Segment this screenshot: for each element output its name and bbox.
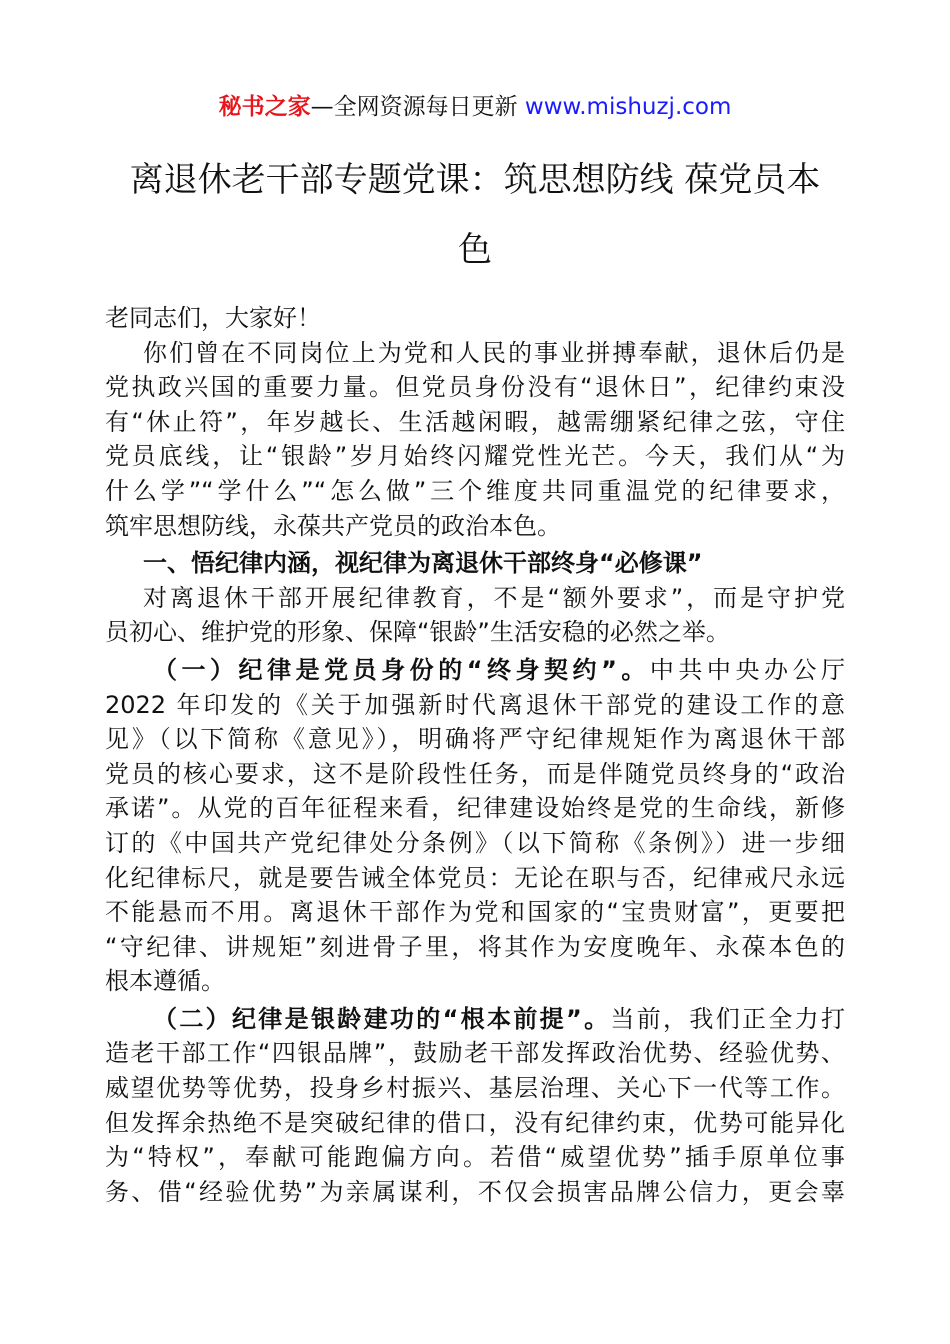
subsection-1 [105,653,845,999]
greeting: 老同志们，大家好！ [105,304,321,332]
text-line: 根本遵循。 [105,967,225,996]
text-span: 中共中央办公厅 [649,655,846,684]
text-line: 为“特权”，奉献可能跑偏方向。若借“威望优势”插手原单位事 [105,1143,845,1172]
section-heading: 一、悟纪律内涵，视纪律为离退休干部终身“必修课” [143,549,703,578]
text-line [105,653,845,688]
text-line: 不能悬而不用。离退休干部作为党和国家的“宝贵财富”，更要把 [105,898,845,927]
text-line: 党员的核心要求，这不是阶段性任务，而是伴随党员终身的“政治 [105,759,845,788]
site-url-link[interactable]: www.mishuzj.com [524,94,732,120]
text-line [105,1002,845,1037]
text-line: 筑牢思想防线，永葆共产党员的政治本色。 [105,511,561,540]
text-line: 2022 年印发的《关于加强新时代离退休干部党的建设工作的意 [105,690,845,719]
text-line: 造老干部工作“四银品牌”，鼓励老干部发挥政治优势、经验优势、 [105,1039,845,1068]
text-line: 承诺”。从党的百年征程来看，纪律建设始终是党的生命线，新修 [105,794,845,823]
site-banner [0,88,950,121]
text-line: 务、借“经验优势”为亲属谋利，不仅会损害品牌公信力，更会辜 [105,1177,845,1206]
intro-paragraph [105,336,845,544]
text-line: 党执政兴国的重要力量。但党员身份没有“退休日”，纪律约束没 [105,373,845,402]
text-line: 党员底线，让“银龄”岁月始终闪耀党性光芒。今天，我们从“为 [105,442,845,471]
text-line: 对离退休干部开展纪律教育，不是“额外要求”，而是守护党 [143,583,845,612]
brand-name: 秘书之家 [218,94,311,120]
text-line: 员初心、维护党的形象、保障“银龄”生活安稳的必然之举。 [105,618,730,647]
text-line: 见》（以下简称《意见》），明确将严守纪律规矩作为离退休干部 [105,725,845,754]
document-body [105,301,845,1209]
subsection-2 [105,1002,845,1210]
text-line: 但发挥余热绝不是突破纪律的借口，没有纪律约束，优势可能异化 [105,1108,845,1137]
text-line: 化纪律标尺，就是要告诫全体党员：无论在职与否，纪律戒尺永远 [105,863,845,892]
text-line: 你们曾在不同岗位上为党和人民的事业拼搏奉献，退休后仍是 [143,338,845,367]
text-line: 威望优势等优势，投身乡村振兴、基层治理、关心下一代等工作。 [105,1074,845,1103]
text-line: 有“休止符”，年岁越长、生活越闲暇，越需绷紧纪律之弦，守住 [105,407,845,436]
text-line: 什么学”“学什么”“怎么做”三个维度共同重温党的纪律要求， [105,476,845,505]
section-paragraph [105,581,845,650]
subsection-heading: （二）纪律是银龄建功的“根本前提”。 [153,1004,611,1033]
document-title-line2: 色 [458,230,492,270]
text-span: 当前，我们正全力打 [610,1004,846,1033]
banner-tagline: —全网资源每日更新 [310,94,525,120]
text-line: “守纪律、讲规矩”刻进骨子里，将其作为安度晚年、永葆本色的 [105,932,845,961]
document-title-line1: 离退休老干部专题党课：筑思想防线 葆党员本 [129,160,821,200]
subsection-heading: （一）纪律是党员身份的“终身契约”。 [153,655,650,684]
text-line: 订的《中国共产党纪律处分条例》（以下简称《条例》）进一步细 [105,828,845,857]
